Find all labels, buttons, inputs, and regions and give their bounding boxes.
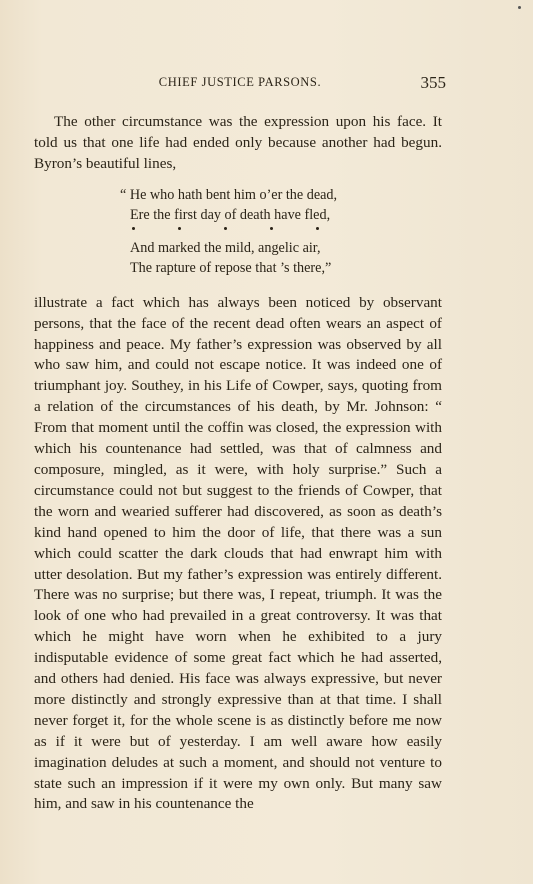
verse-quotation [120, 185, 442, 279]
verse-line-2: Ere the first day of death have fled, [130, 207, 331, 224]
ellipsis-dot [132, 227, 135, 230]
page-speck [518, 6, 521, 9]
ellipsis-dot [178, 227, 181, 230]
verse-line-3: And marked the mild, angelic air, [130, 239, 321, 256]
verse-line-1: “ He who hath bent him o’er the dead, [120, 186, 338, 203]
body-text [34, 112, 442, 815]
ellipsis-dot [316, 227, 319, 230]
running-head [34, 73, 446, 93]
running-title: CHIEF JUSTICE PARSONS. [158, 75, 322, 89]
paragraph-1: The other circumstance was the expression upon his face. It told us that one life had ended only because another had begun. Byron’s beautiful lines, [34, 113, 442, 172]
paragraph-2: illustrate a fact which has always been noticed by observant persons, that the face of the recent dead often wears an aspect of happiness and peace. My father’s expression was observed by all who saw him, and could not escape notice. It was indeed one of triumphant joy. Southey, in his Life of Cowper, says, quoting from a relation of the circumstances of his death, by Mr. Johnson: “ From that moment until the coffin was closed, the expression with which his countenance had settled, was that of calmness and composure, mingled, as it were, with holy surprise.” Such a circumstance could not but suggest to the friends of Cowper, that the worn and wearied sufferer had discovered, as soon as death’s kind hand opened to him the door of life, that there was a sun which could scatter the dark clouds that had enwrapt him with utter desolation. But my father’s expression was entirely different. There was no surprise; but there was, I repeat, triumph. It was the look of one who had prevailed in a great controversy. It was that which he might have worn when he exhibited to a jury indisputable evidence of some great fact which he had asserted, and others had denied. His face was always expressive, but never more distinctly and strongly expressive than at that time. I shall never forget it, for the whole scene is as distinctly before me now as if it were but of yesterday. I am well aware how easily imagination deludes at such a moment, and should not venture to state such an impression if it were my own only. But many saw him, and saw in his countenance the [34, 293, 442, 813]
verse-line-4: The rapture of repose that ’s there,” [130, 260, 332, 277]
verse-ellipsis [130, 226, 442, 238]
ellipsis-dot [224, 227, 227, 230]
ellipsis-dot [270, 227, 273, 230]
page-number: 355 [420, 73, 446, 92]
